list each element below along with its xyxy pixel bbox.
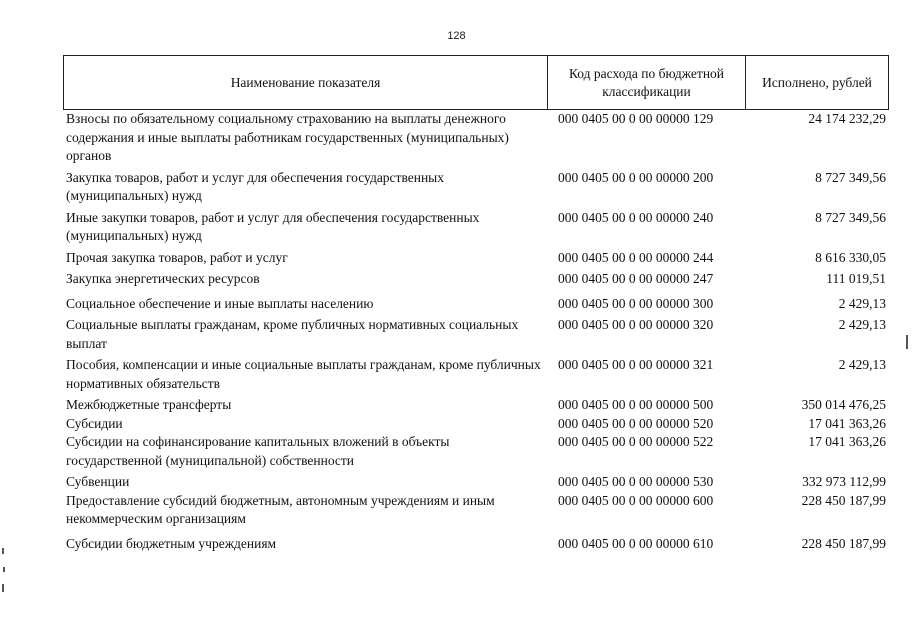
- row-name: Закупка товаров, работ и услуг для обеспечения государственных (муниципальных) нужд: [66, 169, 445, 203]
- row-name: Субвенции: [66, 474, 130, 489]
- row-amount: 8 727 349,56: [815, 169, 886, 185]
- row-name: Субсидии на софинансирование капитальных вложений в объекты государственной (муниципальной) собственности: [66, 434, 450, 468]
- table-row: [63, 267, 888, 289]
- row-code: 000 0405 00 0 00 00000 321: [558, 357, 714, 372]
- table-row: [63, 289, 888, 314]
- header-amount-cell: Исполнено, рублей: [746, 56, 889, 110]
- table-row: [63, 529, 888, 554]
- row-code: 000 0405 00 0 00 00000 520: [558, 415, 714, 431]
- scan-speck: [3, 567, 5, 572]
- table-row: [63, 246, 888, 268]
- row-code: 000 0405 00 0 00 00000 530: [558, 474, 714, 489]
- report-table-body: [63, 110, 888, 553]
- row-amount: 332 973 112,99: [802, 474, 886, 489]
- table-row: [63, 492, 888, 529]
- row-amount: 2 429,13: [838, 295, 886, 311]
- row-amount: 8 616 330,05: [815, 249, 886, 265]
- row-code: 000 0405 00 0 00 00000 240: [558, 209, 714, 225]
- row-amount: 17 041 363,26: [808, 434, 886, 449]
- row-code: 000 0405 00 0 00 00000 522: [558, 434, 714, 449]
- table-row: [63, 470, 888, 492]
- header-row: [64, 56, 889, 110]
- row-code: 000 0405 00 0 00 00000 320: [558, 317, 714, 332]
- table-row: [63, 206, 888, 246]
- row-amount: 228 450 187,99: [801, 492, 886, 508]
- row-amount: 2 429,13: [838, 317, 886, 332]
- row-amount: 24 174 232,29: [808, 111, 886, 126]
- row-code: 000 0405 00 0 00 00000 244: [558, 249, 714, 265]
- scan-speck: [2, 548, 4, 554]
- scan-speck: [906, 335, 908, 349]
- row-amount: 228 450 187,99: [801, 535, 886, 551]
- row-name: Иные закупки товаров, работ и услуг для обеспечения государственных (муниципальных) нужд: [66, 209, 480, 243]
- row-code: 000 0405 00 0 00 00000 600: [558, 492, 714, 508]
- row-name: Предоставление субсидий бюджетным, автономным учреждениям и иным некоммерческим организациям: [66, 492, 495, 526]
- table-row: [63, 393, 888, 415]
- row-code: 000 0405 00 0 00 00000 300: [558, 295, 714, 311]
- row-code: 000 0405 00 0 00 00000 247: [558, 271, 714, 286]
- table-row: [63, 415, 888, 434]
- row-name: Субсидии: [66, 415, 123, 431]
- row-amount: 111 019,51: [826, 271, 886, 286]
- table-header: [63, 55, 889, 110]
- row-name: Взносы по обязательному социальному страхованию на выплаты денежного содержания и иные выплаты работникам государственных (муниципальных) органов: [66, 111, 509, 163]
- row-code: 000 0405 00 0 00 00000 200: [558, 169, 714, 185]
- scan-speck: [2, 584, 4, 592]
- row-code: 000 0405 00 0 00 00000 610: [558, 535, 714, 551]
- row-name: Прочая закупка товаров, работ и услуг: [66, 249, 288, 265]
- row-name: Закупка энергетических ресурсов: [66, 271, 260, 286]
- header-code-cell: Код расхода по бюджетной классификации: [548, 56, 746, 110]
- header-name-cell: Наименование показателя: [64, 56, 548, 110]
- row-name: Пособия, компенсации и иные социальные выплаты гражданам, кроме публичных нормативных обязательств: [66, 357, 541, 391]
- table-row: [63, 353, 888, 393]
- row-name: Межбюджетные трансферты: [66, 397, 232, 412]
- row-amount: 17 041 363,26: [808, 415, 886, 431]
- table-row: [63, 166, 888, 206]
- row-amount: 350 014 476,25: [801, 397, 886, 412]
- table-row: [63, 110, 888, 166]
- row-name: Субсидии бюджетным учреждениям: [66, 535, 277, 551]
- row-name: Социальное обеспечение и иные выплаты населению: [66, 295, 374, 311]
- page-number: 128: [447, 30, 466, 42]
- row-code: 000 0405 00 0 00 00000 129: [558, 111, 714, 126]
- row-code: 000 0405 00 0 00 00000 500: [558, 397, 714, 412]
- row-name: Социальные выплаты гражданам, кроме публичных нормативных социальных выплат: [66, 317, 519, 351]
- table-row: [63, 313, 888, 353]
- table-row: [63, 433, 888, 470]
- row-amount: 2 429,13: [838, 357, 886, 372]
- row-amount: 8 727 349,56: [815, 209, 886, 225]
